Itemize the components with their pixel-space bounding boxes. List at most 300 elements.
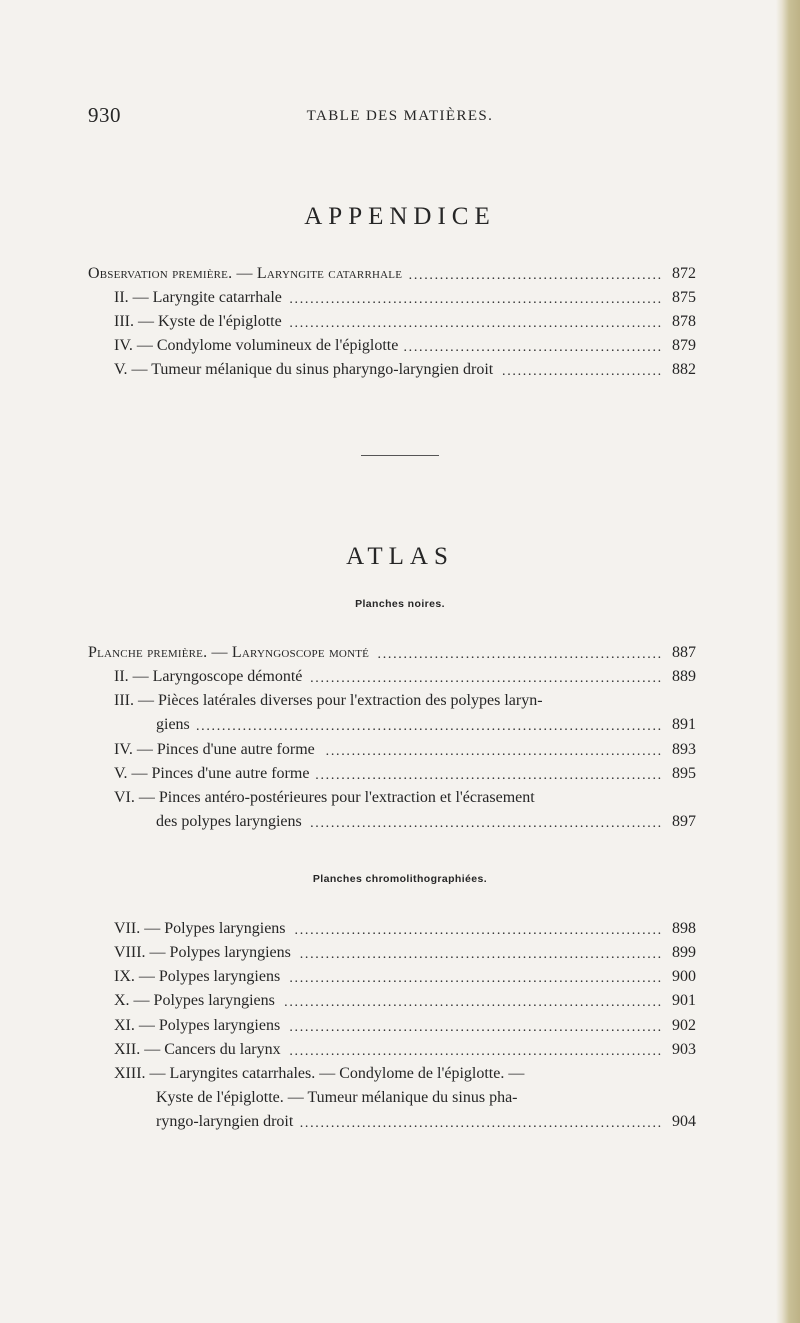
leader-dot: .	[413, 816, 418, 831]
leader-dot: .	[325, 1020, 330, 1035]
leader-dot: .	[574, 816, 579, 831]
leader-dot: .	[527, 647, 532, 662]
leader-dot: .	[330, 768, 335, 783]
leader-dot: .	[372, 671, 376, 686]
leader-dot: .	[590, 995, 594, 1010]
leader-dot: .	[590, 768, 594, 783]
leader-dot: .	[621, 1044, 625, 1059]
leader-dot: .	[512, 1116, 516, 1131]
leader-dot: .	[569, 340, 573, 355]
leader-dot: .	[341, 671, 345, 686]
leader-dot: .	[626, 744, 631, 759]
leader-dot: .	[221, 719, 226, 734]
leader-dot: .	[330, 719, 335, 734]
leader-dot: .	[652, 647, 656, 662]
leader-dot: .	[444, 1116, 449, 1131]
leader-dot: .	[325, 971, 330, 986]
leader-dot: .	[413, 1116, 418, 1131]
leader-dot: .	[361, 719, 366, 734]
leader-dot: .	[559, 947, 563, 962]
leader-dot: .	[636, 1116, 641, 1131]
leader-dot: .	[315, 923, 319, 938]
leader-dot: .	[626, 671, 631, 686]
leader-dot: .	[330, 671, 335, 686]
leader-dot: .	[356, 995, 361, 1010]
leader-dot: .	[621, 995, 625, 1010]
leader-dot: .	[621, 1020, 625, 1035]
planche-entry	[88, 809, 696, 835]
leader-dot: .	[585, 1020, 589, 1035]
leader-dot: .	[195, 719, 200, 734]
leader-dot: .	[408, 340, 413, 355]
leader-dot: .	[605, 971, 610, 986]
leader-dot: .	[320, 316, 324, 331]
leader-dot: .	[444, 995, 449, 1010]
leader-dot: .	[356, 971, 361, 986]
leader-dot: .	[476, 671, 480, 686]
leader-dot: .	[341, 995, 345, 1010]
leader-dot: .	[496, 995, 501, 1010]
leader-dot: .	[512, 744, 516, 759]
leader-dot: .	[605, 744, 610, 759]
leader-dot: .	[507, 768, 511, 783]
leader-dot: .	[496, 744, 501, 759]
leader-dot: .	[496, 1116, 501, 1131]
leader-dot: .	[481, 719, 485, 734]
leader-dot: .	[424, 744, 428, 759]
leader-dot: .	[403, 947, 407, 962]
leader-dot: .	[258, 719, 262, 734]
leader-dot: .	[631, 768, 636, 783]
leader-dot: .	[559, 971, 563, 986]
leader-dot: .	[460, 340, 465, 355]
leader-dot: .	[413, 1044, 418, 1059]
leader-dot: .	[527, 340, 532, 355]
leader-dot: .	[652, 671, 656, 686]
leader-dot: .	[450, 1116, 454, 1131]
leader-dot: .	[320, 947, 324, 962]
leader-dot: .	[330, 316, 335, 331]
dot-leader	[501, 357, 662, 383]
leader-dot: .	[548, 923, 553, 938]
leader-dot: .	[387, 971, 392, 986]
leader-dot: .	[553, 947, 558, 962]
leader-dot: .	[538, 719, 542, 734]
leader-dot: .	[413, 340, 418, 355]
leader-dot: .	[351, 1044, 356, 1059]
leader-dot: .	[419, 1020, 423, 1035]
leader-dot: .	[538, 816, 542, 831]
entry-page: 898	[672, 920, 696, 937]
leader-dot: .	[413, 647, 418, 662]
leader-dot: .	[398, 816, 402, 831]
leader-dot: .	[647, 316, 651, 331]
dot-leader	[299, 1109, 662, 1135]
leader-dot: .	[605, 995, 610, 1010]
leader-dot: .	[507, 340, 511, 355]
leader-dot: .	[553, 995, 558, 1010]
entry-page: 882	[672, 361, 696, 378]
leader-dot: .	[522, 971, 527, 986]
leader-dot: .	[569, 947, 573, 962]
leader-dot: .	[403, 923, 407, 938]
leader-dot: .	[444, 1044, 449, 1059]
leader-dot: .	[564, 1020, 568, 1035]
leader-dot: .	[502, 744, 506, 759]
leader-dot: .	[491, 316, 496, 331]
leader-dot: .	[652, 923, 656, 938]
leader-dot: .	[450, 292, 454, 307]
leader-dot: .	[642, 316, 646, 331]
leader-dot: .	[647, 1020, 651, 1035]
leader-dot: .	[600, 671, 605, 686]
leader-dot: .	[491, 647, 496, 662]
leader-dot: .	[429, 816, 433, 831]
leader-dot: .	[512, 1020, 516, 1035]
dot-leader	[325, 737, 662, 763]
leader-dot: .	[491, 268, 496, 283]
leader-dot: .	[387, 923, 392, 938]
leader-dot: .	[320, 995, 324, 1010]
leader-dot: .	[481, 316, 485, 331]
leader-dot: .	[419, 947, 423, 962]
leader-dot: .	[470, 1044, 475, 1059]
leader-dot: .	[595, 971, 599, 986]
leader-dot: .	[579, 1020, 584, 1035]
leader-dot: .	[408, 1020, 413, 1035]
leader-dot: .	[538, 768, 542, 783]
leader-dot: .	[543, 971, 548, 986]
leader-dot: .	[595, 1020, 599, 1035]
leader-dot: .	[403, 316, 407, 331]
leader-dot: .	[330, 995, 335, 1010]
leader-dot: .	[533, 268, 537, 283]
leader-dot: .	[585, 923, 589, 938]
leader-dot: .	[574, 995, 579, 1010]
leader-dot: .	[227, 719, 231, 734]
leader-dot: .	[325, 1044, 330, 1059]
leader-dot: .	[387, 647, 392, 662]
planche-entry	[88, 988, 696, 1014]
leader-dot: .	[636, 1044, 641, 1059]
leader-dot: .	[450, 647, 454, 662]
leader-dot: .	[657, 995, 662, 1010]
leader-dot: .	[424, 768, 428, 783]
leader-dot: .	[585, 768, 589, 783]
leader-dot: .	[605, 719, 610, 734]
leader-dot: .	[361, 995, 366, 1010]
leader-dot: .	[600, 340, 605, 355]
leader-dot: .	[517, 268, 522, 283]
leader-dot: .	[569, 995, 573, 1010]
leader-dot: .	[310, 316, 314, 331]
leader-dot: .	[621, 340, 625, 355]
leader-dot: .	[491, 947, 496, 962]
leader-dot: .	[574, 1116, 579, 1131]
leader-dot: .	[419, 923, 423, 938]
leader-dot: .	[419, 744, 423, 759]
leader-dot: .	[538, 647, 542, 662]
leader-dot: .	[444, 268, 449, 283]
leader-dot: .	[460, 671, 465, 686]
leader-dot: .	[460, 816, 465, 831]
leader-dot: .	[284, 995, 288, 1010]
leader-dot: .	[652, 364, 656, 379]
leader-dot: .	[413, 316, 418, 331]
leader-dot: .	[616, 1020, 620, 1035]
leader-dot: .	[429, 768, 433, 783]
leader-dot: .	[626, 268, 631, 283]
leader-dot: .	[533, 364, 537, 379]
leader-dot: .	[304, 971, 309, 986]
leader-dot: .	[533, 340, 537, 355]
leader-dot: .	[507, 647, 511, 662]
leader-dot: .	[590, 1020, 594, 1035]
leader-dot: .	[543, 816, 548, 831]
leader-dot: .	[450, 971, 454, 986]
leader-dot: .	[647, 268, 651, 283]
entry-continuation: des polypes laryngiens	[156, 813, 302, 830]
leader-dot: .	[320, 923, 324, 938]
leader-dot: .	[320, 971, 324, 986]
leader-dot: .	[408, 995, 413, 1010]
leader-dot: .	[636, 995, 641, 1010]
leader-dot: .	[398, 923, 402, 938]
leader-dot: .	[346, 923, 350, 938]
leader-dot: .	[642, 1116, 646, 1131]
leader-dot: .	[548, 268, 553, 283]
leader-dot: .	[424, 1044, 428, 1059]
leader-dot: .	[304, 1116, 309, 1131]
leader-dot: .	[616, 316, 620, 331]
leader-dot: .	[517, 995, 522, 1010]
leader-dot: .	[595, 364, 599, 379]
leader-dot: .	[642, 340, 646, 355]
leader-dot: .	[434, 1116, 439, 1131]
leader-dot: .	[393, 1116, 397, 1131]
leader-dot: .	[652, 1020, 656, 1035]
leader-dot: .	[382, 1044, 387, 1059]
leader-dot: .	[439, 1044, 444, 1059]
leader-dot: .	[600, 1020, 605, 1035]
leader-dot: .	[419, 816, 423, 831]
leader-dot: .	[346, 316, 350, 331]
leader-dot: .	[502, 947, 506, 962]
leader-dot: .	[636, 647, 641, 662]
leader-dot: .	[351, 971, 356, 986]
entry-label: VI. — Pinces antéro-postérieures pour l'extraction et l'écrasement	[114, 789, 535, 806]
leader-dot: .	[507, 719, 511, 734]
leader-dot: .	[372, 1044, 376, 1059]
dot-leader	[408, 261, 662, 287]
leader-dot: .	[491, 671, 496, 686]
leader-dot: .	[642, 671, 646, 686]
leader-dot: .	[455, 671, 459, 686]
leader-dot: .	[533, 816, 537, 831]
leader-dot: .	[278, 719, 283, 734]
leader-dot: .	[605, 923, 610, 938]
leader-dot: .	[502, 1116, 506, 1131]
leader-dot: .	[616, 671, 620, 686]
leader-dot: .	[356, 316, 361, 331]
leader-dot: .	[636, 923, 641, 938]
leader-dot: .	[496, 719, 501, 734]
leader-dot: .	[476, 947, 480, 962]
leader-dot: .	[372, 1020, 376, 1035]
leader-dot: .	[642, 947, 646, 962]
leader-dot: .	[610, 816, 615, 831]
leader-dot: .	[564, 995, 568, 1010]
leader-dot: .	[336, 1044, 340, 1059]
leader-dot: .	[543, 768, 548, 783]
leader-dot: .	[434, 292, 439, 307]
leader-dot: .	[393, 1044, 397, 1059]
leader-dot: .	[579, 316, 584, 331]
leader-dot: .	[330, 1044, 335, 1059]
leader-dot: .	[455, 768, 459, 783]
entry-label: XII. — Cancers du larynx	[114, 1041, 281, 1058]
leader-dot: .	[647, 340, 651, 355]
entry-label: III. — Kyste de l'épiglotte	[114, 313, 282, 330]
leader-dot: .	[429, 971, 433, 986]
leader-dot: .	[559, 816, 563, 831]
leader-dot: .	[610, 995, 615, 1010]
leader-dot: .	[533, 744, 537, 759]
leader-dot: .	[579, 268, 584, 283]
leader-dot: .	[398, 719, 402, 734]
leader-dot: .	[533, 768, 537, 783]
leader-dot: .	[377, 671, 382, 686]
leader-dot: .	[315, 316, 319, 331]
leader-dot: .	[320, 671, 324, 686]
leader-dot: .	[310, 923, 314, 938]
leader-dot: .	[299, 923, 304, 938]
leader-dot: .	[408, 292, 413, 307]
leader-dot: .	[522, 316, 527, 331]
leader-dot: .	[450, 671, 454, 686]
leader-dot: .	[382, 316, 387, 331]
planche-entry	[88, 916, 696, 942]
leader-dot: .	[522, 947, 527, 962]
leader-dot: .	[522, 1116, 527, 1131]
entry-page: 903	[672, 1041, 696, 1058]
leader-dot: .	[330, 923, 335, 938]
leader-dot: .	[652, 995, 656, 1010]
leader-dot: .	[465, 671, 470, 686]
dot-leader	[289, 309, 663, 335]
leader-dot: .	[439, 923, 444, 938]
leader-dot: .	[652, 268, 656, 283]
leader-dot: .	[299, 1044, 304, 1059]
leader-dot: .	[574, 1044, 579, 1059]
leader-dot: .	[548, 1044, 553, 1059]
leader-dot: .	[294, 719, 299, 734]
leader-dot: .	[496, 768, 501, 783]
leader-dot: .	[439, 1020, 444, 1035]
leader-dot: .	[621, 671, 625, 686]
leader-dot: .	[486, 268, 490, 283]
leader-dot: .	[657, 816, 662, 831]
leader-dot: .	[315, 995, 319, 1010]
leader-dot: .	[517, 971, 522, 986]
leader-dot: .	[372, 816, 376, 831]
leader-dot: .	[595, 768, 599, 783]
leader-dot: .	[502, 268, 506, 283]
leader-dot: .	[569, 316, 573, 331]
leader-dot: .	[486, 316, 490, 331]
leader-dot: .	[232, 719, 236, 734]
leader-dot: .	[512, 971, 516, 986]
leader-dot: .	[351, 995, 356, 1010]
leader-dot: .	[559, 340, 563, 355]
leader-dot: .	[450, 316, 454, 331]
leader-dot: .	[398, 647, 402, 662]
leader-dot: .	[382, 816, 387, 831]
leader-dot: .	[434, 316, 439, 331]
leader-dot: .	[595, 995, 599, 1010]
leader-dot: .	[268, 719, 273, 734]
leader-dot: .	[647, 816, 651, 831]
leader-dot: .	[429, 671, 433, 686]
leader-dot: .	[455, 995, 459, 1010]
leader-dot: .	[605, 768, 610, 783]
leader-dot: .	[533, 1044, 537, 1059]
leader-dot: .	[393, 316, 397, 331]
leader-dot: .	[476, 1020, 480, 1035]
leader-dot: .	[512, 364, 516, 379]
leader-dot: .	[351, 292, 356, 307]
leader-dot: .	[465, 768, 470, 783]
leader-dot: .	[361, 1020, 366, 1035]
leader-dot: .	[517, 719, 522, 734]
leader-dot: .	[507, 995, 511, 1010]
leader-dot: .	[553, 923, 558, 938]
leader-dot: .	[585, 1044, 589, 1059]
leader-dot: .	[253, 719, 257, 734]
leader-dot: .	[610, 1116, 615, 1131]
leader-dot: .	[657, 268, 662, 283]
leader-dot: .	[361, 671, 366, 686]
leader-dot: .	[465, 923, 470, 938]
leader-dot: .	[574, 768, 579, 783]
leader-dot: .	[642, 995, 646, 1010]
leader-dot: .	[315, 1116, 319, 1131]
leader-dot: .	[444, 768, 449, 783]
leader-dot: .	[512, 995, 516, 1010]
planche-entry	[88, 964, 696, 990]
leader-dot: .	[429, 647, 433, 662]
dot-leader	[294, 916, 662, 942]
leader-dot: .	[559, 1116, 563, 1131]
leader-dot: .	[382, 923, 387, 938]
leader-dot: .	[429, 316, 433, 331]
leader-dot: .	[476, 971, 480, 986]
leader-dot: .	[408, 971, 413, 986]
leader-dot: .	[574, 364, 579, 379]
leader-dot: .	[631, 1116, 636, 1131]
leader-dot: .	[346, 1044, 350, 1059]
leader-dot: .	[610, 719, 615, 734]
leader-dot: .	[393, 816, 397, 831]
leader-dot: .	[367, 1116, 371, 1131]
leader-dot: .	[548, 340, 553, 355]
leader-dot: .	[553, 971, 558, 986]
leader-dot: .	[393, 971, 397, 986]
leader-dot: .	[590, 744, 594, 759]
leader-dot: .	[543, 744, 548, 759]
leader-dot: .	[294, 971, 299, 986]
leader-dot: .	[216, 719, 221, 734]
